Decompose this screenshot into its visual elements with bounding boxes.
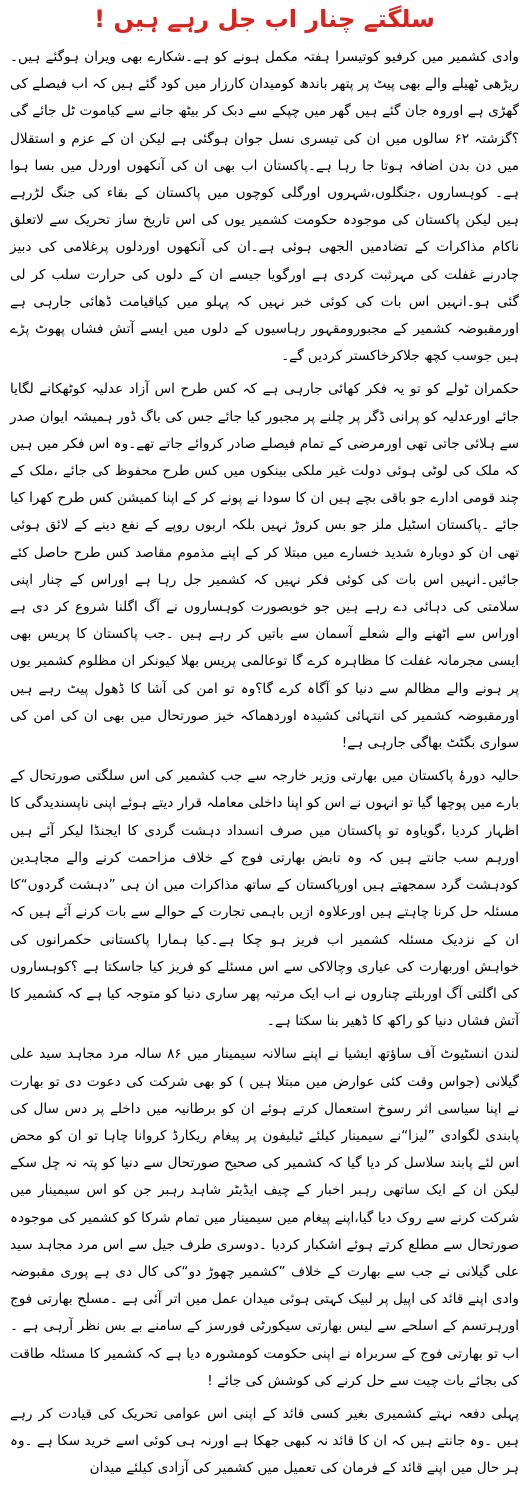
article-paragraph: حکمران ٹولے کو تو یہ فکر کھائی جارہی ہے کہ کس طرح اس آزاد عدلیہ کوٹھکانے لگایا جائے اورعدلیہ کو پرانی ڈگر پر چلنے پر مجبور کیا جائے جس کی باگ ڈور ہمیشہ ایوان صدر سے ہلائی جاتی تھی اورمرضی کے تمام فیصلے صادر کروائے جاتے تھے۔وہ اس فکر میں ہیں کہ ملک کی لوٹی ہوئی دولت غیر ملکی بینکوں میں کس طرح محفوظ کی جائے ،ملک کے چند قومی ادارے جو باقی بچے ہیں ان کا سودا نے پونے کر کے اپنا کمیشن کس طرح کھرا کیا جائے ۔پاکستان اسٹیل ملز جو بس کروڑ نہیں بلکہ اربوں روپے کے نفع دینے کے لائق ہوئی تھی ان کو دوبارہ شدید خسارے میں مبتلا کر کے اپنے مذموم مقاصد کس طرح حاصل کئے جائیں۔انہیں اس بات کی کوئی فکر نہیں کہ کشمیر جل رہا ہے اوراس کے چنار اپنی سلامتی کی دہائی دے رہے ہیں جو خوبصورت کوہساروں نے آگ اگلنا شروع کر دی ہے اوراس سے اٹھنے والے شعلے آسمان سے باتیں کر رہے ہیں ۔جب پاکستان کا پریس بھی ایسی مجرمانہ غفلت کا مظاہرہ کرے گا توعالمی پریس بھلا کیونکر ان مظلوم کشمیر یوں پر ہونے والے مظالم سے دنیا کو آگاہ کرے گا؟وہ تو امن کی آشا کا ڈھول پیٹ رہے ہیں اورمقبوضہ کشمیر کی انتہائی کشیدہ اوردھماکہ خیز صورتحال میں بھی ان کی امن کی سواری بگٹٹ بھاگی جارہی ہے! [10, 381, 519, 752]
article-paragraph: پہلی دفعہ نہتے کشمیری بغیر کسی قائد کے اپنی اس عوامی تحریک کی قیادت کر رہے ہیں ۔وہ جانتے ہیں کہ ان کا قائد نہ کبھی جھکا ہے اورنہ ہی کوئی اسے خرید سکا ہے ۔وہ ہر حال میں اپنے قائد کے فرمان کی تعمیل میں کشمیر کی آزادی کیلئے میدان [10, 1405, 519, 1477]
article-body [10, 44, 519, 1489]
article-paragraph: حالیہ دورۂ پاکستان میں بھارتی وزیر خارجہ سے جب کشمیر کی اس سلگتی صورتحال کے بارے میں پوچھا گیا تو انہوں نے اس کو اپنا داخلی معاملہ قرار دیتے ہوئے اپنی ناپسندیدگی کا اظہار کردیا ،گویاوہ تو پاکستان میں صرف انسداد دہشت گردی کا ایجنڈا لیکر آئے ہیں اورہم سب جانتے ہیں کہ وہ تابض بھارتی فوج کے خلاف مزاحمت کرنے والے مجاہدین کودہشت گرد سمجھتے ہیں اورپاکستان کے ساتھ مذاکرات میں ان ہی ”دہشت گردوں“کا مسئلہ حل کرنا چاہتے ہیں اورعلاوہ ازیں باہمی تجارت کے حوالے سے بات کرنے آئے ہیں کہ ان کے نزدیک مسئلہ کشمیر اب فریز ہو چکا ہے۔کیا ہمارا پاکستانی حکمرانوں کی خواہش اوربھارت کی عیاری وچالاکی سے اس مسئلے کو فریز کیا جاسکتا ہے ؟کوہساروں کی اگلتی آگ اوربلتے چناروں نے اب ایک مرتبہ پھر ساری دنیا کو متوجہ کیا ہے کہ کشمیر کا آتش فشاں دنیا کو راکھ کا ڈھیر بنا سکتا ہے۔ [10, 768, 519, 1030]
article-headline: سلگتے چنار اب جل رہے ہیں ! [94, 5, 435, 33]
article-paragraph: وادی کشمیر میں کرفیو کوتیسرا ہفتہ مکمل ہونے کو ہے۔شکارے بھی ویران ہوگئے ہیں۔ریڑھی ٹھیلے والے بھی پیٹ پر پتھر باندھ کومیدان کارزار میں کود گئے ہیں کہ اب فیصلے کی گھڑی ہے اوروہ جان گئے ہیں گھر میں چپکے سے دبک کر بیٹھ جانے سے کیاموت ٹل جائے گی ؟گزشتہ ۶۲ سالوں میں ان کی تیسری نسل جوان ہوگئی ہے لیکن ان کے عزم و استقلال میں دن بدن اضافہ ہوتا جا رہا ہے۔پاکستان اب بھی ان کی آنکھوں اوردل میں بسا ہوا ہے۔ کوہساروں ،جنگلوں،شہروں اورگلی کوچوں میں پاکستان کے بقاء کی جنگ لڑرہے ہیں لیکن پاکستان کی موجودہ حکومت کشمیر یوں کی اس تاریخ ساز تحریک سے لاتعلق ناکام مذاکرات کے تضادمیں الجھی ہوئی ہے۔ان کی آنکھوں اوردلوں پرغلامی کی دبیز چادرنے غفلت کی مہرثبت کردی ہے اورگویا جیسے ان کے دلوں کی حرارت سلب کر لی گئی ہو۔انہیں اس بات کی کوئی خبر نہیں کہ پہلو میں کیاقیامت ڈھائی جارہی ہے اورمقبوضہ کشمیر کے مجبورومقہور رہاسیوں کے دلوں میں ایسے آتش فشاں پھوٹ پڑے ہیں جوسب کچھ جلاکرخاکستر کردیں گے۔ [10, 49, 519, 365]
article-paragraph: لندن انسٹیوٹ آف ساؤتھ ایشیا نے اپنے سالانہ سیمینار میں ۸۶ سالہ مرد مجاہد سید علی گیلانی (جواس وقت کئی عوارض میں مبتلا ہیں ) کو بھی شرکت کی دعوت دی تو بھارت نے اپنا سیاسی اثر رسوخ استعمال کرتے ہوئے ان کو برطانیہ میں داخلے پر دس سال کی پابندی لگوادی ”لیزا“نے سیمینار کیلئے ٹیلیفون پر پیغام ریکارڈ کروانا چاہا تو ان کو محض اس لئے پابند سلاسل کر دیا گیا کہ کشمیر کی صحیح صورتحال سے دنیا کو پتہ نہ چل سکے لیکن ان کے ایک ساتھی رہبر اخبار کے چیف ایڈیٹر شاہد رہبر جن کو اس سیمینار میں شرکت کرنے سے روک دیا گیا،اپنے پیغام میں سیمینار میں تمام شرکا کو کشمیر کی موجودہ صورتحال سے مطلع کرتے ہوئے اشکبار کردیا ۔دوسری طرف جیل سے اس مرد مجاہد سید علی گیلانی نے جب سے بھارت کے خلاف ”کشمیر چھوڑ دو“کی کال دی ہے پوری مقبوضہ وادی اپنے قائد کی اپیل پر لبیک کہتی ہوئی میدان عمل میں اتر آئی ہے ۔مسلح بھارتی فوج اورہرتسم کے اسلحے سے لیس بھارتی سیکورٹی فورسز کے سامنے بے بس نظر آرہی ہے ۔اب تو بھارتی فوج کے سربراہ نے اپنی حکومت کومشورہ دیا ہے کہ کشمیر کا مسئلہ طاقت کی بجائے بات چیت سے حل کرنے کی کوشش کی جائے ! [10, 1046, 519, 1389]
